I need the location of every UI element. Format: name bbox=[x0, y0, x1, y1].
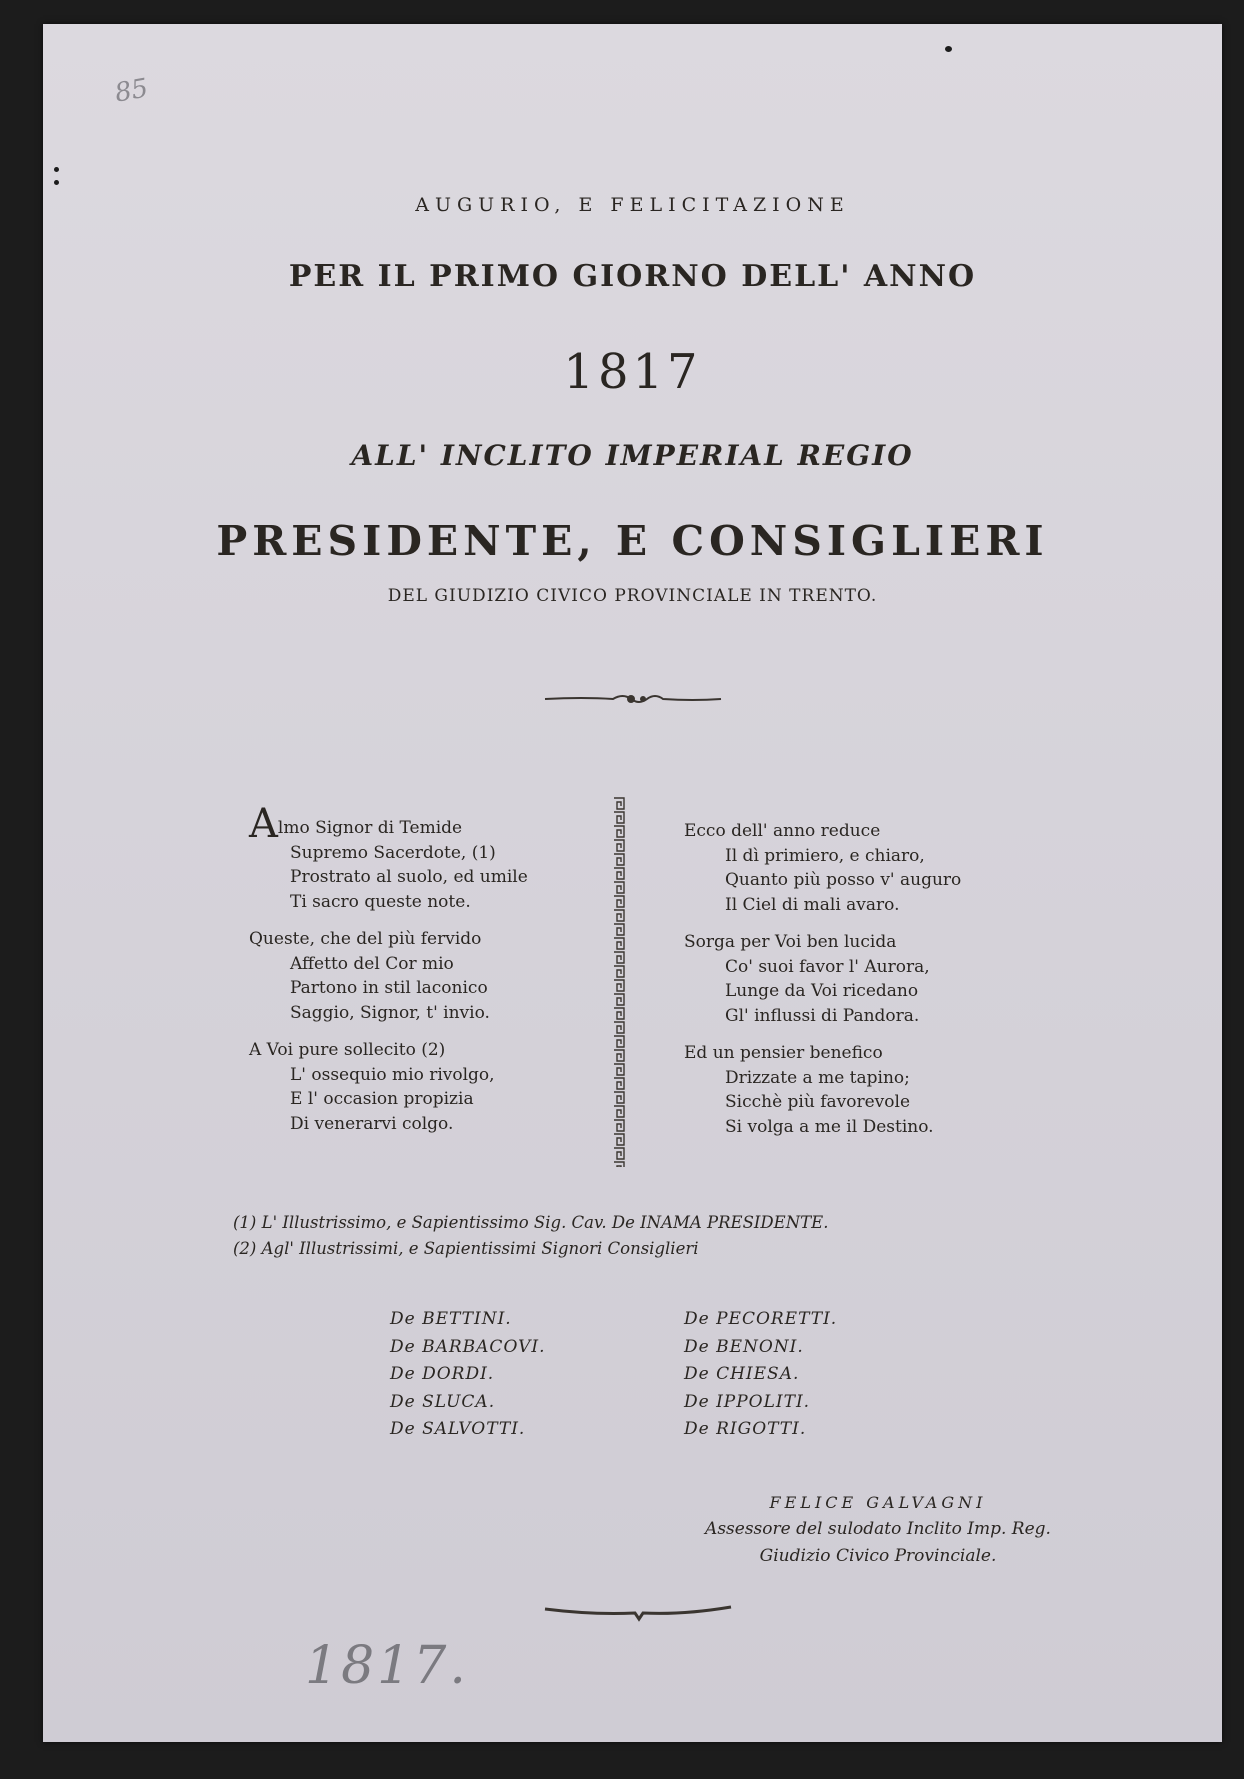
greek-key-divider bbox=[612, 797, 626, 1167]
verse-line: Ed un pensier benefico bbox=[684, 1043, 883, 1063]
verse-line: Drizzate a me tapino; bbox=[725, 1067, 910, 1088]
councillor-name: De DORDI. bbox=[390, 1364, 495, 1384]
signatory-title: Assessore del sulodato Inclito Imp. Reg. bbox=[705, 1519, 1051, 1539]
signatory-office: Giudizio Civico Provinciale. bbox=[759, 1546, 997, 1566]
councillor-name: De SLUCA. bbox=[390, 1391, 496, 1412]
footnote-1: (1) L' Illustrissimo, e Sapientissimo Sig. Cav. De INAMA PRESIDENTE. bbox=[233, 1213, 829, 1232]
councillor-name: De SALVOTTI. bbox=[390, 1419, 526, 1439]
poem-stanza bbox=[684, 1041, 961, 1139]
binding-hole bbox=[54, 167, 59, 172]
verse-line: Gl' influssi di Pandora. bbox=[725, 1005, 920, 1026]
footnote-2: (2) Agl' Illustrissimi, e Sapientissimi Signori Consiglieri bbox=[233, 1239, 699, 1258]
poem-right-column bbox=[684, 819, 961, 1152]
verse-line: Il dì primiero, e chiaro, bbox=[725, 845, 925, 866]
verse-line: Prostrato al suolo, ed umile bbox=[290, 867, 528, 887]
councillor-name: De BENONI. bbox=[684, 1336, 804, 1357]
councillor-name: De BETTINI. bbox=[390, 1309, 512, 1329]
verse-line: Saggio, Signor, t' invio. bbox=[290, 1002, 490, 1023]
verse-line: A Voi pure sollecito (2) bbox=[249, 1040, 446, 1060]
verse-line: Co' suoi favor l' Aurora, bbox=[725, 956, 930, 977]
poem-stanza bbox=[249, 801, 528, 914]
verse-line: Si volga a me il Destino. bbox=[725, 1116, 934, 1137]
councillor-name: De IPPOLITI. bbox=[684, 1391, 811, 1412]
councillor-name: De PECORETTI. bbox=[684, 1309, 838, 1329]
signatory-name: FELICE GALVAGNI bbox=[769, 1493, 987, 1512]
verse-line: Il Ciel di mali avaro. bbox=[725, 894, 900, 915]
handwritten-year: 1817. bbox=[305, 1636, 469, 1696]
title-line-2: PER IL PRIMO GIORNO DELL' ANNO bbox=[288, 259, 977, 294]
councillors-left bbox=[390, 1306, 545, 1444]
verse-line: Supremo Sacerdote, (1) bbox=[290, 842, 496, 863]
councillors-right bbox=[684, 1306, 837, 1444]
verse-line: Ecco dell' anno reduce bbox=[684, 821, 881, 841]
councillor-name: De RIGOTTI. bbox=[684, 1419, 807, 1439]
poem-stanza bbox=[684, 819, 961, 917]
poem-left-column bbox=[249, 801, 528, 1149]
verse-line: Di venerarvi colgo. bbox=[290, 1113, 454, 1134]
title-line-4: ALL' INCLITO IMPERIAL REGIO bbox=[351, 439, 914, 472]
title-line-1: AUGURIO, E FELICITAZIONE bbox=[415, 194, 850, 216]
pencil-annotation: 85 bbox=[112, 73, 151, 109]
councillor-name: De CHIESA. bbox=[684, 1364, 800, 1384]
verse-line: Almo Signor di Temide bbox=[249, 801, 463, 847]
verse-line: Ti sacro queste note. bbox=[290, 891, 471, 912]
document-sheet bbox=[43, 24, 1222, 1742]
councillor-name: De BARBACOVI. bbox=[390, 1336, 546, 1357]
verse-line: Partono in stil laconico bbox=[290, 978, 488, 998]
title-line-5: PRESIDENTE, E CONSIGLIERI bbox=[216, 517, 1049, 565]
poem-stanza bbox=[249, 1038, 528, 1136]
verse-line: Queste, che del più fervido bbox=[249, 929, 482, 949]
verse-line: Sorga per Voi ben lucida bbox=[684, 932, 897, 952]
verse-line: Quanto più posso v' auguro bbox=[725, 870, 962, 890]
title-year: 1817 bbox=[563, 344, 702, 400]
paper-spot bbox=[945, 46, 952, 52]
ornament-divider bbox=[543, 689, 723, 709]
verse-line: E l' occasion propizia bbox=[290, 1089, 474, 1109]
signature-block bbox=[643, 1489, 1113, 1570]
closing-ornament bbox=[543, 1599, 733, 1623]
binding-hole bbox=[54, 180, 59, 185]
verse-line: L' ossequio mio rivolgo, bbox=[290, 1064, 495, 1085]
verse-line: Sicchè più favorevole bbox=[725, 1092, 910, 1112]
drop-cap: A bbox=[249, 801, 278, 847]
verse-line: Lunge da Voi ricedano bbox=[725, 981, 919, 1001]
poem-stanza bbox=[684, 930, 961, 1028]
verse-line: Affetto del Cor mio bbox=[290, 953, 454, 974]
footnotes bbox=[233, 1210, 828, 1262]
poem-stanza bbox=[249, 927, 528, 1025]
title-line-6: DEL GIUDIZIO CIVICO PROVINCIALE IN TRENTO. bbox=[387, 586, 878, 606]
